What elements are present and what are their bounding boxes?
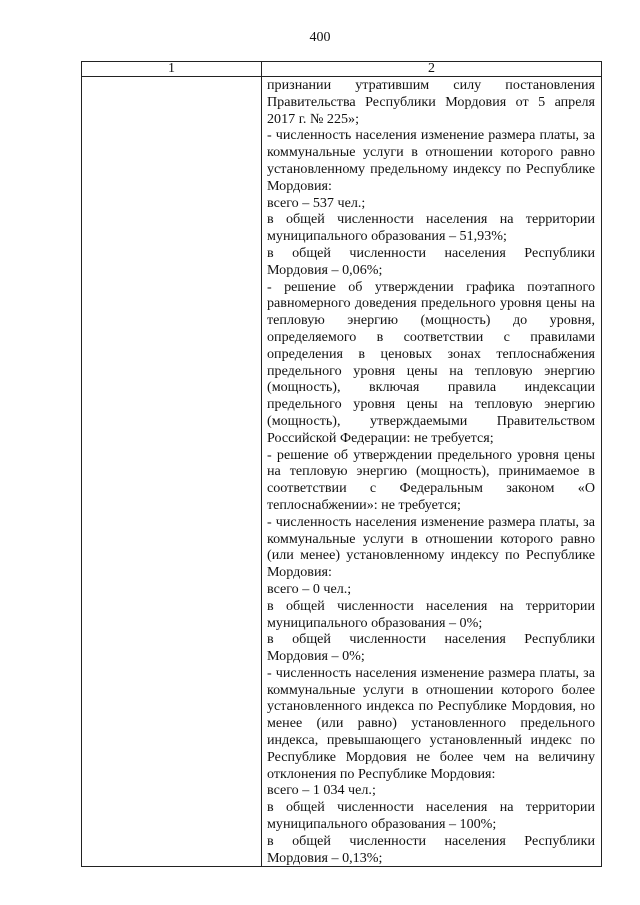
paragraph-12: - численность населения изменение размера платы, за коммунальные услуги в отношении которого более установленного индекса по Республике Мордовия, но менее (или равно) установленного предельного индекса, превышающего установленный индекс по Республике Мордовия не более чем на величину отклонения по Республике Мордовия: xyxy=(267,664,595,782)
paragraph-8: - численность населения изменение размера платы, за коммунальные услуги в отношении которого равно (или менее) установленному индексу по Республике Мордовия: xyxy=(267,513,595,581)
page-number: 400 xyxy=(309,30,331,45)
paragraph-6: - решение об утверждении графика поэтапного равномерного доведения предельного уровня цены на тепловую энергию (мощность) до уровня, определяемого в соответствии с правилами определения в ценовых зонах теплоснабжения предельного уровня цены на тепловую энергию (мощность), включая правила индексации предельного уровня цены на тепловую энергию (мощность), утверждаемыми Правительством Российской Федерации: не требуется; xyxy=(267,278,595,446)
paragraph-10: в общей численности населения на территории муниципального образования – 0%; xyxy=(267,597,595,631)
paragraph-4: в общей численности населения на территории муниципального образования – 51,93%; xyxy=(267,211,595,245)
paragraph-1: признании утратившим силу постановления Правительства Республики Мордовия от 5 апреля 2017 г. № 225»; xyxy=(267,77,595,127)
paragraph-2: - численность населения изменение размера платы, за коммунальные услуги в отношении которого равно установленному предельному индексу по Республике Мордовия: xyxy=(267,127,595,194)
paragraph-7: - решение об утверждении предельного уровня цены на тепловую энергию (мощность), принимаемое в соответствии с Федеральным законом «О теплоснабжении»: не требуется; xyxy=(267,446,595,513)
paragraph-11: в общей численности населения Республики Мордовия – 0%; xyxy=(267,631,595,665)
column-header-1: 1 xyxy=(82,62,262,77)
column-header-2: 2 xyxy=(262,62,602,77)
paragraph-13: всего – 1 034 чел.; xyxy=(267,782,376,799)
table-cell-content xyxy=(262,77,602,867)
table-cell-empty xyxy=(82,77,262,867)
paragraph-9: всего – 0 чел.; xyxy=(267,580,352,597)
document-table xyxy=(81,61,602,867)
table-row xyxy=(82,77,602,867)
paragraph-3: всего – 537 чел.; xyxy=(267,194,366,211)
table-header-row xyxy=(82,62,602,77)
paragraph-14: в общей численности населения на территории муниципального образования – 100%; xyxy=(267,799,595,833)
paragraph-15: в общей численности населения Республики Мордовия – 0,13%; xyxy=(267,832,595,866)
paragraph-5: в общей численности населения Республики Мордовия – 0,06%; xyxy=(267,244,595,278)
